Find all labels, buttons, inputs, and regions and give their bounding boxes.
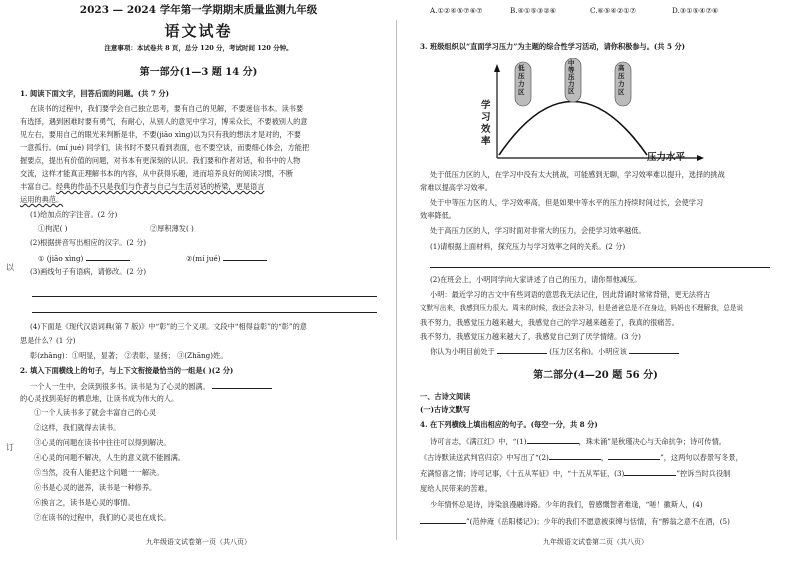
answer-blank[interactable]: [497, 346, 547, 354]
part-one-heading: 第一部分(1—3 题 14 分): [139, 67, 258, 78]
q2-answer-option: D.③①⑤④⑦⑥: [672, 6, 719, 15]
q1-sub4-cont: 思是什么？(1 分): [20, 336, 76, 345]
q3-material-line: 处于中等压力区的人，学习效率高，但是如果中等水平的压力持续时间过长，会使学习: [430, 198, 704, 207]
answer-line[interactable]: [430, 267, 770, 268]
q2-answer-option: B.④①⑤③②⑥: [510, 6, 557, 15]
q1-paragraph-line: 有选择，遇到困难时要有勇气，有耐心，从别人的意见中学习，博采众长，不要被别人的意: [20, 117, 308, 126]
q1-paragraph-line: 一意孤行。(mí jué) 同学们，读书时不要只看到表面，也不要空谈，而要细心体会，方能把: [20, 143, 310, 152]
q4-line: [420, 516, 730, 526]
q4-line: 度给人民带来的苦难。: [420, 484, 492, 493]
answer-blank[interactable]: [527, 436, 579, 444]
q2-option: ①一个人读书多了就会丰富自己的心灵: [34, 408, 157, 417]
section-heading: 一、古诗文阅读: [420, 392, 471, 401]
q1-sub4-definition: 彰(zhāng)：①明显，显著； ②表彰，显扬； ③(Zhāng)姓。: [30, 351, 228, 360]
y-axis-label: 学习效率: [481, 100, 491, 147]
answer-blank[interactable]: [629, 346, 679, 354]
q4-text: 充满惊喜之情；诗可记事，《十五从军征》中，“十五从军征，(3): [420, 469, 625, 478]
q1-sub2-a-pinyin: ① (jiāo xìng): [38, 254, 84, 263]
y-axis-arrow: [494, 64, 500, 72]
binding-margin-mark: 订: [6, 443, 14, 452]
q2-option: ④心灵的问题不解决，人生的意义就不能圆满。: [34, 453, 185, 462]
page-footer: 九年级语文试卷第二页（共八页）: [543, 538, 648, 546]
zone-label-high: 高压力区: [618, 64, 625, 96]
question-4-heading: 4. 在下列横线上填出相应的句子。(每空一分，共 8 分): [420, 420, 598, 429]
efficiency-curve: [499, 102, 647, 156]
q3-sub2: (2)在班会上，小明同学向大家讲述了自己的压力，请你帮他减压。: [430, 275, 642, 284]
q3-material-line: 效率降低。: [420, 211, 456, 220]
q4-line: [430, 436, 726, 446]
q1-underlined-sentence-end: 运用的典范。: [20, 195, 64, 204]
q1-sub2-b: [186, 253, 267, 263]
answer-line[interactable]: [32, 312, 377, 313]
answer-blank[interactable]: [86, 253, 130, 261]
q1-sub2: (2)根据拼音写出相应的汉字。(2 分): [30, 238, 147, 247]
q2-answer-option: A.①②④⑤⑦⑥⑦: [430, 6, 483, 15]
question-1-heading: 1. 阅读下面文字，回答后面的问题。(共 7 分): [20, 89, 170, 98]
question-2-heading: 2. 填入下面横线上的句子，与上下文衔接最恰当的一组是( )(2 分): [20, 366, 234, 375]
binding-margin-mark: 以: [6, 263, 14, 272]
q1-paragraph-line: 见左右，要用自己的眼光来判断是非，不要(jiāo xìng)以为只有我的想法才是对的，不要: [20, 130, 301, 139]
question-3-heading: 3. 班级组织以“直面学习压力”为主题的综合性学习活动，请你积极参与。(共 5 分): [420, 42, 686, 51]
q4-line: [420, 468, 730, 478]
q3-material-line: 处于低压力区的人，在学习中没有太大挑战，可能感到无聊，学习效率难以提升，选择的挑战: [430, 170, 725, 179]
q1-sub1-b: ②厚积薄发( ): [150, 224, 194, 233]
exam-notice: 注意事项：本试卷共 8 页，总分 120 分，考试时间 120 分钟。: [104, 44, 293, 52]
q4-text: ”，这两句以春景写冬景，: [660, 453, 743, 462]
q4-text: ”控诉当时兵役制: [676, 469, 731, 478]
q1-sub2-a: [38, 253, 130, 263]
subsection-heading: (一)古诗文默写: [420, 405, 470, 414]
q3-material-line: 处于高压力区的人，学习时面对非常大的压力，会使学习效率越低。: [430, 226, 646, 235]
answer-line[interactable]: [32, 296, 377, 297]
exam-subtitle: 语文试卷: [164, 22, 233, 40]
q2-option: ②这样，我们就得去读书。: [34, 423, 121, 432]
answer-blank[interactable]: [420, 516, 466, 524]
q2-option: ⑤当然，没有人能把这个问题一一解决。: [34, 468, 164, 477]
x-axis-arrow: [697, 155, 704, 161]
q1-sub4: (4)下面是《现代汉语词典(第 7 版)》中“彰”的三个义项。文段中“相得益彰”的“彰”的意: [30, 322, 307, 331]
part-two-heading: 第二部分(4—20 题 56 分): [533, 370, 658, 381]
q3-answer-prompt: [430, 346, 679, 356]
q3-material-line: 常难以提高学习效率。: [420, 183, 492, 192]
q4-line: 《古诗默读送武判官归京》中写出了“(2) ， ”，这两句以春景写冬景，: [420, 453, 743, 462]
q2-option: ③心灵的问题在读书中往往可以得到解决。: [34, 438, 171, 447]
answer-blank[interactable]: [608, 452, 660, 460]
q2-option: ⑥书是心灵的滋养，读书是一种修养。: [34, 483, 157, 492]
q3-scenario-line: 文默写出来，我感到压力很大。周末的时候，我还会去补习，但是爸爸总是不在身边，妈妈也不理解我，总是说: [420, 304, 744, 312]
q2-option: ⑦在读书的过程中，我们的心灵也在成长。: [34, 513, 171, 522]
q2-passage: [30, 381, 272, 391]
zone-label-low: 低压力区: [518, 64, 525, 96]
page-footer: 九年级语文试卷第一页（共八页）: [146, 538, 251, 546]
answer-blank[interactable]: [223, 253, 267, 261]
q1-plain-text: 丰富自己。: [20, 182, 56, 191]
q3-scenario-line: 小明：最近学习的古文中有些词语的意思我无法记住，因此背诵时常常背错，更无法将古: [430, 290, 711, 299]
q1-paragraph-line: 在读书的过程中，我们要学会自己独立思考，要有自己的见解，不要迷信书本。读书要: [30, 104, 304, 113]
q1-sub1-a: ①拘泥( ): [38, 224, 68, 233]
q1-paragraph-line: 交流，这样才能真正理解书本的内容，从中获得乐趣，进而培养良好的阅读习惯，不断: [20, 169, 294, 178]
q1-paragraph-line: 握要点，提出有价值的问题，对书本有更深刻的认识。我们要和作者对话，和书中的人物: [20, 156, 301, 165]
q3-sub1: (1)请根据上面材料，探究压力与学习效率之间的关系。(2 分): [430, 242, 626, 251]
zone-label-mid: 中等压力区: [568, 59, 575, 95]
q4-text: ”(范仲淹《岳阳楼记》)；少年的我们不愿意被束缚与恬情，有“醉翁之意不在酒，(5): [466, 517, 730, 526]
q2-option: ⑥换言之，读书是心灵的事情。: [34, 498, 135, 507]
q4-text: ，珠未涌”是秋瑾决心与天命抗争；诗可传情。: [578, 437, 726, 446]
q3-scenario-line: 我不努力，我感觉压力越来越大了，我感觉自己到了厌学情绪。(3 分): [420, 332, 641, 341]
q3-answer-text: 你认为小明目前处于: [430, 347, 495, 356]
page-two: [397, 0, 794, 561]
q4-text: 诗可言志，《满江红》中，“(1): [430, 437, 527, 446]
answer-blank[interactable]: [624, 468, 676, 476]
q1-sub3: (3)画线句子有语病，请修改。(2 分): [30, 267, 147, 276]
q4-text: 《古诗默读送武判官归京》中写出了“(2): [420, 453, 549, 462]
answer-blank[interactable]: [549, 452, 601, 460]
q1-sub1: (1)给加点的字注音。(2 分): [30, 210, 118, 219]
q2-answer-option: C.⑥⑤④②①⑦: [590, 6, 637, 15]
x-axis-label: 压力水平: [647, 152, 686, 163]
q1-sub2-b-pinyin: ②(mí jué): [186, 254, 221, 263]
answer-blank[interactable]: [212, 381, 272, 389]
q1-underlined-sentence: 经典的作品不只是我们与作者与自己与生活对话的桥梁，更是语言: [55, 182, 265, 191]
exam-title: 2023 — 2024 学年第一学期期末质量监测九年级: [79, 4, 318, 16]
q2-passage-cont: 的心灵找到美好的栖息地，让读书成为伟大的人。: [20, 394, 179, 403]
q4-line: 少年情怀总是诗，诗染浪漫融诗路。少年的我们，曾感慨智者难逢，“嗟！徽斯人，(4): [430, 500, 703, 509]
q1-paragraph-line: [20, 182, 264, 191]
q2-passage-text: 一个人一生中，会读到很多书。读书是为了心灵的圆满。: [30, 382, 210, 391]
q3-answer-text-2: (压力区名称)。小明应该: [549, 347, 627, 356]
q3-scenario-line: 我不努力，我感觉压力越来越大，我感觉自己的学习越来越差了，我真的很痛苦。: [420, 318, 679, 327]
